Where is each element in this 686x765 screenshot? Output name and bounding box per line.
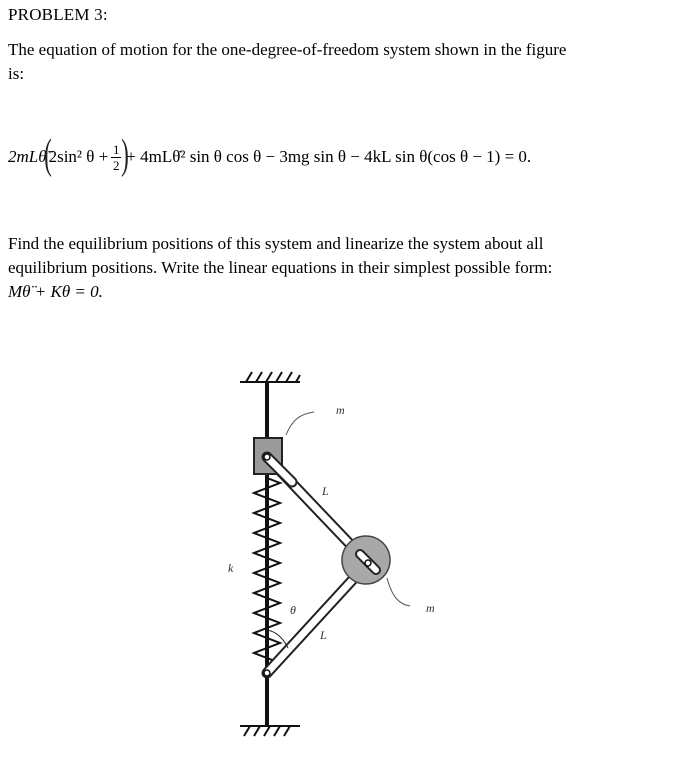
mass-right-leader (387, 578, 410, 606)
elbow-pin (365, 560, 371, 566)
task-line-2: equilibrium positions. Write the linear equations in their simplest possible form: (8, 258, 553, 277)
intro-line-1: The equation of motion for the one-degree-of-freedom system shown in the figure (8, 40, 567, 59)
eq-fraction (111, 142, 121, 173)
label-angle: θ (290, 603, 296, 617)
problem-statement (8, 38, 668, 86)
label-length-bottom: L (320, 628, 327, 642)
eq-frac-denominator: 2 (113, 157, 120, 173)
label-spring: k (228, 561, 234, 575)
label-mass-right: m (426, 601, 435, 615)
problem-heading: PROBLEM 3: (8, 5, 108, 24)
eq-term-3: − 3mg sin θ (265, 147, 347, 166)
intro-line-2: is: (8, 64, 25, 83)
top-ground (240, 372, 300, 382)
eq-inner-term: 2sin² θ + (48, 147, 109, 166)
eq-close-paren: ) (121, 132, 130, 178)
eq-lead-term: 2mLθ̈ (8, 147, 47, 166)
linear-equation-form: Mθ̈ + Kθ = 0. (8, 282, 103, 301)
task-statement (8, 232, 668, 304)
label-mass-top: m (336, 403, 345, 417)
eq-term-2: + 4mLθ̇² sin θ cos θ (126, 147, 262, 166)
equation-of-motion (8, 132, 678, 182)
top-pin (264, 454, 270, 460)
bottom-pin (264, 670, 270, 676)
eq-open-paren: ( (43, 132, 52, 178)
bottom-ground (240, 726, 300, 736)
mechanism-diagram (200, 360, 440, 750)
eq-term-4: − 4kL sin θ(cos θ − 1) = 0. (350, 147, 532, 166)
mass-top-leader (286, 412, 314, 435)
mechanism-figure (200, 360, 440, 750)
task-line-1: Find the equilibrium positions of this system and linearize the system about all (8, 234, 544, 253)
eq-frac-numerator: 1 (113, 141, 120, 157)
label-length-top: L (322, 484, 329, 498)
